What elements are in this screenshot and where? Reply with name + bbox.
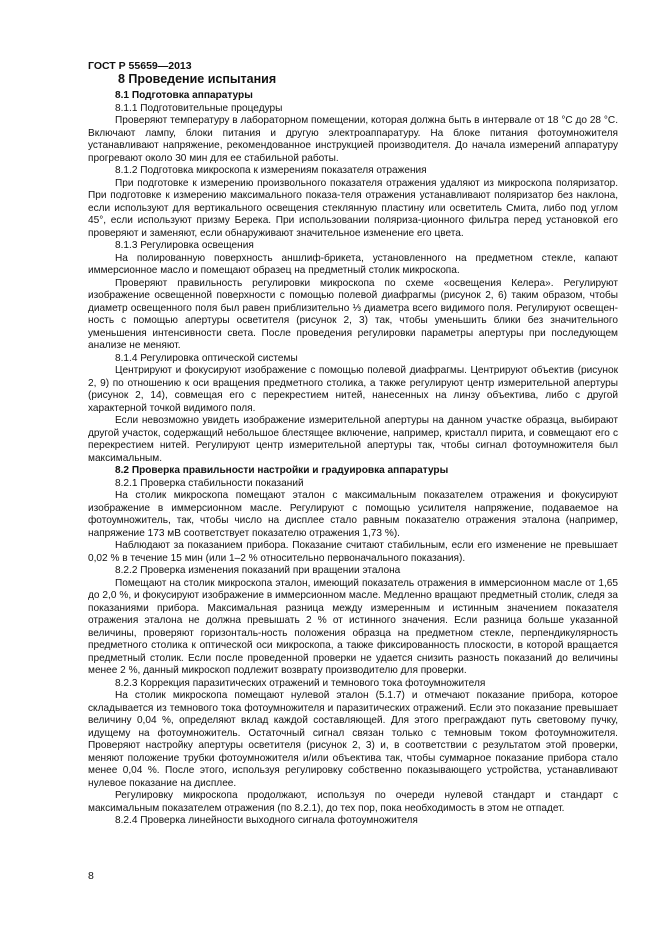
subsection-heading: 8.1.1 Подготовительные процедуры (115, 102, 283, 114)
section-heading: 8.2 Проверка правильности настройки и градуировка аппаратуры (115, 465, 449, 476)
document-header: ГОСТ Р 55659—2013 (88, 60, 192, 72)
subsection-heading: 8.2.2 Проверка изменения показаний при вращении эталона (115, 565, 401, 576)
subsection-heading: 8.2.1 Проверка стабильности показаний (115, 477, 304, 489)
page-number: 8 (88, 870, 94, 882)
subsection-heading: 8.1.3 Регулировка освещения (115, 240, 254, 251)
document-body (88, 90, 618, 828)
body-paragraph: На столик микроскопа помещают нулевой эталон (5.1.7) и отмечают показание прибора, которое складывается из темнового тока фотоумножителя и паразитических отражений. Если это показание превышает величину 0,04 %, определяют вклад каждой составляющей. Для этого преграждают путь световому пучку, идущему на фотоумножитель. Остаточный сигнал связан только с темновым током фотоумножителя. Проверяют настройку апертуры осветителя (рисунок 2, 3) и, в соответствии с результатом этой проверки, меняют положение трубки фотоумножителя и/или объектива так, чтобы суммарное показание прибора стало менее 0,04 %. После этого, используя регулировку собственно показывающего устройства, устанавливают нулевое показание на дисплее. (88, 690, 618, 789)
body-paragraph: Проверяют температуру в лабораторном помещении, которая должна быть в интервале от 18 °С до 28 °С. Включают лампу, блоки питания и другую электроаппаратуру. На блоке питания фотоумножителя устанавливают напряжение, рекомендованное инструкцией производителя. До начала измерений аппаратуру прогревают около 30 мин для ее стабильной работы. (88, 115, 618, 164)
subsection-heading: 8.2.4 Проверка линейности выходного сигнала фотоумножителя (115, 815, 418, 826)
body-paragraph: Проверяют правильность регулировки микроскопа по схеме «освещения Келера». Регулируют изображение освещенной поверхности с помощью полевой диафрагмы (рисунок 2, 6) таким образом, чтобы диаметр освещенного поля был равен приблизительно ⅓ диаметра всего видимого поля. Регулируют освещен-ность с помощью апертуры осветителя (рисунок 2, 3) так, чтобы уменьшить блики без значительного уменьшения интенсивности света. После проведения регулировки параметры апертуры при последующем анализе не меняют. (88, 277, 618, 351)
body-paragraph: Наблюдают за показанием прибора. Показание считают стабильным, если его изменение не превышает 0,02 % в течение 15 мин (или 1–2 % относительно первоначального показания). (88, 540, 618, 564)
body-paragraph: Регулировку микроскопа продолжают, используя по очереди нулевой стандарт и стандарт с максимальным показателем отражения (по 8.2.1), до тех пор, пока необходимость в этом не отпадет. (88, 790, 618, 814)
body-paragraph: На полированную поверхность аншлиф-брикета, установленного на предметном стекле, капают иммерсионное масло и помещают образец на предметный столик микроскопа. (88, 252, 618, 276)
subsection-heading: 8.1.2 Подготовка микроскопа к измерениям показателя отражения (115, 165, 427, 176)
body-paragraph: На столик микроскопа помещают эталон с максимальным показателем отражения и фокусируют изображение в иммерсионном масле. Регулируют с помощью усилителя напряжение, подаваемое на фотоумножитель, так, чтобы число на дисплее стало равным показателю отражения эталона (например, напряжение 173 мВ соответствует показателю отражения 1,73 %). (88, 490, 618, 539)
body-paragraph: Помещают на столик микроскопа эталон, имеющий показатель отражения в иммерсионном масле от 1,65 до 2,0 %, и фокусируют изображение в иммерсионном масле. Медленно вращают предметный столик, следя за показаниями прибора. Максимальная разница между измеренным и истинным значением показателя отражения эталона не должна превышать 2 % от истинного значения. Если разница больше указанной величины, проверяют горизонталь-ность положения образца на предметном стекле, перпендикулярность предметного столика к оптической оси микроскопа, а также фиксированность плоскости, в которой вращается предметный столик. Если после проведенной проверки не удается снизить разность показаний до величины менее 2 %, данный микроскоп подлежит возврату производителю для проверки. (88, 577, 618, 676)
body-paragraph: Если невозможно увидеть изображение измерительной апертуры на данном участке образца, выбирают другой участок, содержащий небольшое блестящее включение, например, кристалл пирита, и совмещают его с перекрестием нитей. Регулируют центр измерительной апертуры так, чтобы сигнал фотоумножителя был максимальным. (88, 415, 618, 464)
body-paragraph: Центрируют и фокусируют изображение с помощью полевой диафрагмы. Центрируют объектив (рисунок 2, 9) по отношению к оси вращения предметного столика, а также регулируют центр измерительной апертуры (рисунок 2, 14), совмещая его с перекрестием нитей, нанесенных на линзу объектива, либо с другой характерной точкой видимого поля. (88, 365, 618, 414)
subsection-heading: 8.1.4 Регулировка оптической системы (115, 352, 298, 364)
section-heading: 8.1 Подготовка аппаратуры (115, 90, 253, 101)
section-title: 8 Проведение испытания (118, 72, 277, 86)
subsection-heading: 8.2.3 Коррекция паразитических отражений и темнового тока фотоумножителя (115, 677, 486, 689)
body-paragraph: При подготовке к измерению произвольного показателя отражения удаляют из микроскопа поляризатор. При подготовке к измерению максимального показа-теля отражения устанавливают поляризатор без наклона, если используют для вертикального освещения стеклянную пластину или осветитель Смита, либо под углом 45°, если используют призму Берека. При использовании поляриза-ционного фильтра перед установкой его проверяют и заменяют, если обнаруживают значительное изменение его цвета. (88, 177, 618, 239)
